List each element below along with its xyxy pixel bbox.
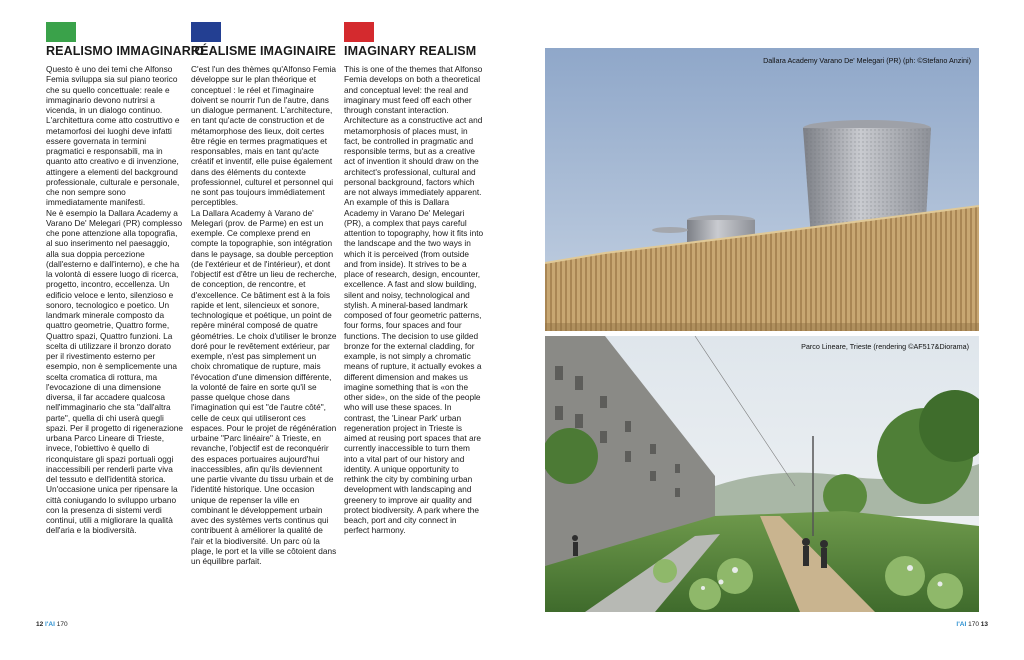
dallara-academy-photo bbox=[545, 48, 979, 331]
text-column-english bbox=[344, 64, 484, 536]
dallara-academy-illustration bbox=[545, 48, 979, 331]
parco-lineare-rendering bbox=[545, 336, 979, 612]
heading-english: IMAGINARY REALISM bbox=[344, 44, 477, 58]
text-column-italian bbox=[46, 64, 184, 536]
parco-lineare-illustration bbox=[545, 336, 979, 612]
paragraph: This is one of the themes that Alfonso Femia develops on both a theoretical and conceptual level: the real and imaginary must feed off each other through constant interaction. Architecture as a constructive act and metamorphosis of places must, in fact, be controlled in pragmatic and responsible terms, but as a creative act of invention it should draw on the architect's professional, cultural and personal background, factors which are not always immediately apparent. bbox=[344, 64, 483, 197]
right-issue-number: 170 bbox=[968, 621, 979, 628]
right-magazine-name: l'AI bbox=[956, 621, 967, 628]
text-column-french bbox=[191, 64, 337, 566]
red-color-swatch bbox=[344, 22, 374, 42]
paragraph: C'est l'un des thèmes qu'Alfonso Femia développe sur le plan théorique et conceptuel : le réel et l'imaginaire doivent se nourrir l'un de l'autre, dans un dialogue permanent. L'architecture, en tant qu'acte de construction et de métamorphose des lieux, doit certes être régie en termes pragmatiques et responsables, mais en tant qu'acte créatif et inventif, elle puise également dans des éléments du contexte professionnel, culturel et personnel qui ne sont pas toujours immédiatement perceptibles. bbox=[191, 64, 336, 208]
paragraph: Questo è uno dei temi che Alfonso Femia sviluppa sia sul piano teorico che su quello concettuale: reale e immaginario devono nutrirsi a vicenda, in un dialogo continuo. L'architettura come atto costruttivo e metamorfosi dei luoghi deve infatti essere governata in termini pragmatici e responsabili, ma in quanto atto creativo e di invenzione, attingere a elementi del background professionale, culturale e personale, che non sempre sono immediatamente manifesti. bbox=[46, 64, 180, 208]
green-color-swatch bbox=[46, 22, 76, 42]
right-page-number: 13 bbox=[980, 621, 988, 628]
heading-italian: REALISMO IMMAGINARIO bbox=[46, 44, 205, 58]
paragraph: An example of this is Dallara Academy in Varano De' Melegari (PR), a complex that pays careful attention to topography, how it fits into the landscape and the two ways in which it is perceived (from outside and from inside). It strives to be a place of research, design, encounter, excellence. A fast and slow building, silent and noisy, technological and stylish. A mineral-based landmark composed of four geometric patterns, four forms, four spaces and four functions. The decision to use gilded bronze for the external cladding, for example, is not simply a chromatic means of rupture, it actually evokes a different dimension and makes us imagine something that is «on the other side», on the side of the people who will use these spaces. In contrast, the 'Linear Park' urban regeneration project in Trieste is aimed at reusing port spaces that are currently inaccessible to turn them into a vital part of our history and identity. A unique opportunity to rethink the city by combining urban development with landscaping and greenery to improve air quality and protect biodiversity. A park where the beach, port and city connect in perfect harmony. bbox=[344, 197, 484, 536]
paragraph: Ne è esempio la Dallara Academy a Varano De' Melegari (PR) complesso che pone attenzione alla topografia, al suo inserimento nel paesaggio, alla sua doppia percezione (dall'esterno e dall'interno), e che ha la volontà di essere luogo di ricerca, progetto, incontro, eccellenza. Un edificio veloce e lento, silenzioso e sonoro, tecnologico e poetico. Un landmark minerale composto da quattro geometrie, Quattro forme, Quattro spazi, Quattro funzioni. La scelta di utilizzare il bronzo dorato per il rivestimento esterno per esempio, non è semplicemente una scelta cromatica di rottura, ma l'evocazione di una dimensione diversa, il far accadere qualcosa nell'immaginario che sta "dall'altra parte", quella di chi userà quegli spazi. Per il progetto di rigenerazione urbana Parco Lineare di Trieste, invece, l'obiettivo è quello di riconquistare gli spazi portuali oggi inaccessibili per renderli parte viva del tessuto e dell'identità storica. Un'occasione unica per ripensare la città coniugando lo sviluppo urbano con la presenza di sistemi verdi continui, utili a migliorare la qualità dell'aria e la biodiversità. bbox=[46, 207, 183, 536]
paragraph: La Dallara Academy à Varano de' Melegari (prov. de Parme) en est un exemple. Ce complexe prend en compte la topographie, son intégration dans le paysage, sa double perception (de l'extérieur et de l'intérieur), et dont l'objectif est d'être un lieu de recherche, de conception, de rencontre, et d'excellence. Ce bâtiment est à la fois rapide et lent, silencieux et sonore, technologique et poétique, un point de repère minéral composé de quatre géométries. Le choix d'utiliser le bronze doré pour le revêtement extérieur, par exemple, n'est pas simplement un choix chromatique de rupture, mais l'évocation d'une dimension différente, la volonté de faire en sorte qu'il se passe quelque chose dans l'imagination qui est "de l'autre côté", celle de ceux qui utiliseront ces espaces. Pour le projet de régénération urbaine "Parc linéaire" à Trieste, en revanche, l'objectif est de reconquérir des espaces portuaires aujourd'hui inaccessibles, afin qu'ils deviennent une partie vivante du tissu urbain et de l'identité historique. Une occasion unique de repenser la ville en combinant le développement urbain avec des systèmes verts continus qui contribuent à améliorer la qualité de l'air et la biodiversité. Un parc où la plage, le port et la ville se côtoient dans un équilibre parfait. bbox=[191, 207, 337, 566]
photo-caption-parco-lineare: Parco Lineare, Trieste (rendering ©AF517&Diorama) bbox=[801, 342, 969, 351]
left-page-number: 12 bbox=[36, 621, 44, 628]
photo-caption-dallara: Dallara Academy Varano De' Melegari (PR) (ph: ©Stefano Anzini) bbox=[763, 56, 971, 65]
blue-color-swatch bbox=[191, 22, 221, 42]
page-number-left bbox=[36, 621, 68, 628]
left-issue-number: 170 bbox=[56, 621, 68, 628]
heading-french: RÉALISME IMAGINAIRE bbox=[191, 44, 336, 58]
page-number-right bbox=[956, 621, 988, 628]
left-magazine-name: l'AI bbox=[45, 621, 55, 628]
